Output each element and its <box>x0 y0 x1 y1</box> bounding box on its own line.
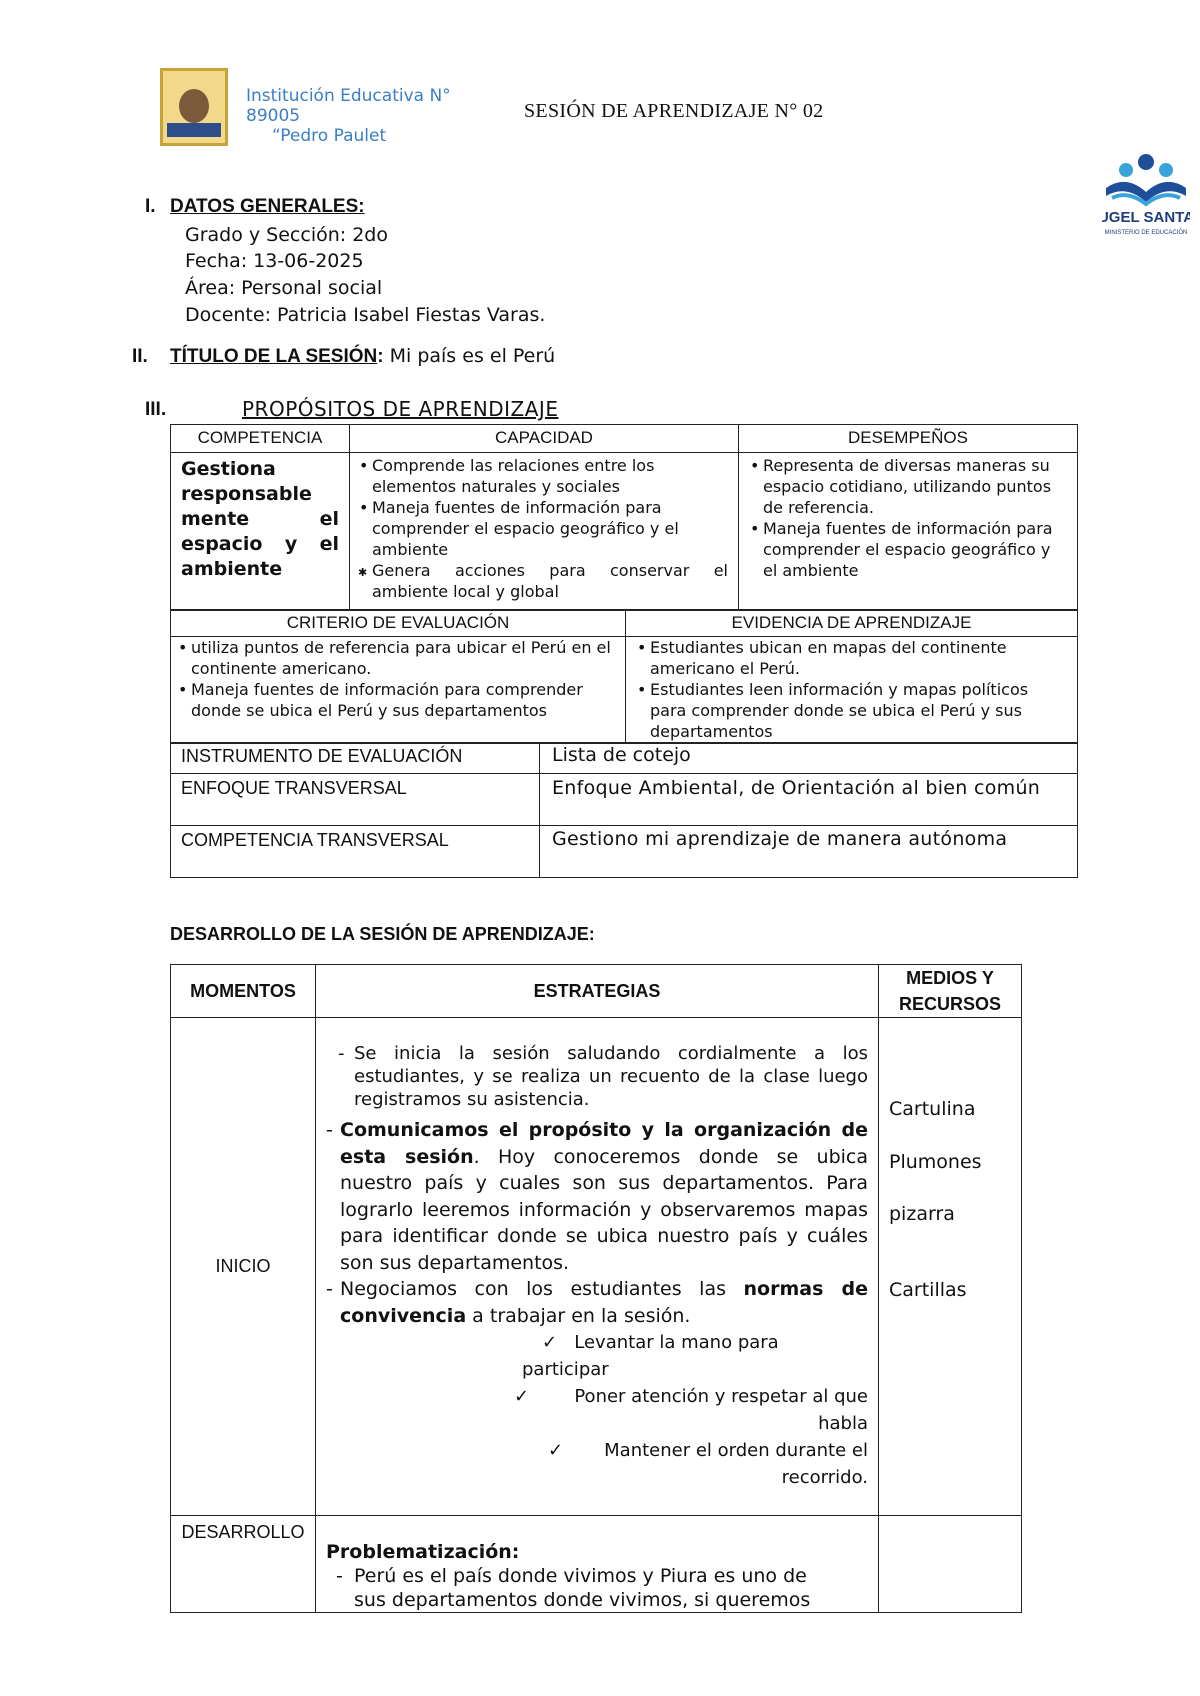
school-name <box>246 86 451 126</box>
problematizacion-heading: Problematización: <box>326 1541 520 1563</box>
recursos-inicio <box>879 1018 1022 1516</box>
fecha: Fecha: 13-06-2025 <box>185 250 364 272</box>
estrategias-desarrollo <box>316 1516 879 1613</box>
norma-item: ✓ Poner atención y respetar al que habla <box>324 1383 868 1437</box>
norma-item: ✓ Levantar la mano para participar <box>522 1332 779 1380</box>
session-title-value: Mi país es el Perú <box>383 345 556 367</box>
competencia-transversal-label: COMPETENCIA TRANSVERSAL <box>171 826 540 878</box>
section-2-colon: : <box>377 346 384 367</box>
recurso-item: Cartillas <box>889 1279 967 1301</box>
col-header-capacidad: CAPACIDAD <box>350 425 739 453</box>
ugel-logo-subtext: MINISTERIO DE EDUCACIÓN <box>1104 230 1188 236</box>
inicio-item-1: - Se inicia la sesión saludando cordialmente a los estudiantes, y se realiza un recuento de la clase luego registramos su asistencia. <box>338 1043 868 1110</box>
check-icon: ✓ <box>548 1440 564 1461</box>
capacidad-cell <box>350 453 739 611</box>
col-header-competencia: COMPETENCIA <box>171 425 350 453</box>
propositos-table <box>170 424 1078 611</box>
competencia-transversal-value: Gestiono mi aprendizaje de manera autónoma <box>540 826 1078 878</box>
evidencias-list <box>634 637 1067 742</box>
criterios-cell <box>171 637 626 743</box>
desempenos-cell <box>739 453 1078 611</box>
grado-seccion: Grado y Sección: 2do <box>185 224 388 246</box>
desarrollo-table <box>170 964 1022 1613</box>
school-logo <box>160 68 228 146</box>
evaluacion-table <box>170 609 1078 743</box>
col-header-medios: MEDIOS Y RECURSOS <box>879 965 1022 1018</box>
col-header-evidencia: EVIDENCIA DE APRENDIZAJE <box>626 610 1078 637</box>
col-header-momentos: MOMENTOS <box>171 965 316 1018</box>
competencia-cell <box>171 453 350 611</box>
inicio-item-3: - Negociamos con los estudiantes las normas de convivencia a trabajar en la sesión. <box>326 1278 868 1327</box>
ugel-santa-logo <box>1102 152 1190 248</box>
section-3-heading: PROPÓSITOS DE APRENDIZAJE <box>242 397 559 421</box>
momento-desarrollo: DESARROLLO <box>171 1516 316 1613</box>
momento-inicio: INICIO <box>171 1018 316 1516</box>
evidencia-item: • Estudiantes leen información y mapas políticos para comprender donde se ubica el Perú y sus departamentos <box>634 679 1067 742</box>
recurso-item: Cartulina <box>889 1098 976 1120</box>
transversal-table <box>170 743 1078 878</box>
section-1-number: I. <box>145 196 156 217</box>
estrategias-inicio <box>316 1018 879 1516</box>
inicio-item-2: - Comunicamos el propósito y la organización de esta sesión. Hoy conoceremos donde se ubica nuestro país y cuales son sus departamentos. Para lograrlo leeremos información y observaremos mapas para identificar donde se ubica nuestro país y cuáles son sus departamentos. <box>326 1119 868 1274</box>
session-title-line <box>170 345 555 368</box>
check-icon: ✓ <box>514 1386 530 1407</box>
capacidad-list <box>356 455 728 602</box>
competencia-text: Gestiona responsable mente el espacio y el ambiente <box>181 458 339 580</box>
area: Área: Personal social <box>185 277 383 299</box>
section-2-heading: TÍTULO DE LA SESIÓN <box>170 346 378 367</box>
docente: Docente: Patricia Isabel Fiestas Varas. <box>185 304 546 326</box>
desarrollo-heading: DESARROLLO DE LA SESIÓN DE APRENDIZAJE: <box>170 924 595 944</box>
col-header-desempenos: DESEMPEÑOS <box>739 425 1078 453</box>
instrumento-value: Lista de cotejo <box>540 744 1078 774</box>
school-name-line3: “Pedro Paulet <box>272 126 387 142</box>
desempeno-item: • Maneja fuentes de información para comprender el espacio geográfico y el ambiente <box>747 518 1067 581</box>
check-icon: ✓ <box>542 1332 558 1353</box>
criterio-item: • utiliza puntos de referencia para ubicar el Perú en el continente americano. <box>175 637 615 679</box>
capacidad-item: ✱ Genera acciones para conservar el ambiente local y global <box>356 560 728 602</box>
ugel-logo-text: UGEL SANTA <box>1102 209 1190 226</box>
evidencias-cell <box>626 637 1078 743</box>
problematizacion-item: - Perú es el país donde vivimos y Piura es uno de sus departamentos donde vivimos, si queremos <box>336 1565 811 1611</box>
recursos-desarrollo <box>879 1516 1022 1613</box>
col-header-criterio: CRITERIO DE EVALUACIÓN <box>171 610 626 637</box>
session-title: SESIÓN DE APRENDIZAJE N° 02 <box>524 100 824 122</box>
section-2-number: II. <box>132 346 148 367</box>
normas-list <box>324 1329 868 1491</box>
desempenos-list <box>747 455 1067 581</box>
recurso-item: Plumones <box>889 1151 982 1173</box>
enfoque-label: ENFOQUE TRANSVERSAL <box>171 774 540 826</box>
section-1-heading: DATOS GENERALES: <box>170 196 365 217</box>
capacidad-item: • Comprende las relaciones entre los elementos naturales y sociales <box>356 455 728 497</box>
school-name-line2: 89005 <box>246 106 301 126</box>
school-name-line1: Institución Educativa N° <box>246 86 451 106</box>
criterios-list <box>175 637 615 721</box>
norma-item: ✓ Mantener el orden durante el recorrido. <box>324 1437 868 1491</box>
capacidad-item: • Maneja fuentes de información para comprender el espacio geográfico y el ambiente <box>356 497 728 560</box>
evidencia-item: • Estudiantes ubican en mapas del continente americano el Perú. <box>634 637 1067 679</box>
col-header-estrategias: ESTRATEGIAS <box>316 965 879 1018</box>
section-3-number: III. <box>145 399 167 420</box>
instrumento-label: INSTRUMENTO DE EVALUACIÓN <box>171 744 540 774</box>
criterio-item: • Maneja fuentes de información para comprender donde se ubica el Perú y sus departamentos <box>175 679 615 721</box>
enfoque-value: Enfoque Ambiental, de Orientación al bien común <box>540 774 1078 826</box>
recurso-item: pizarra <box>889 1203 955 1225</box>
desempeno-item: • Representa de diversas maneras su espacio cotidiano, utilizando puntos de referencia. <box>747 455 1067 518</box>
